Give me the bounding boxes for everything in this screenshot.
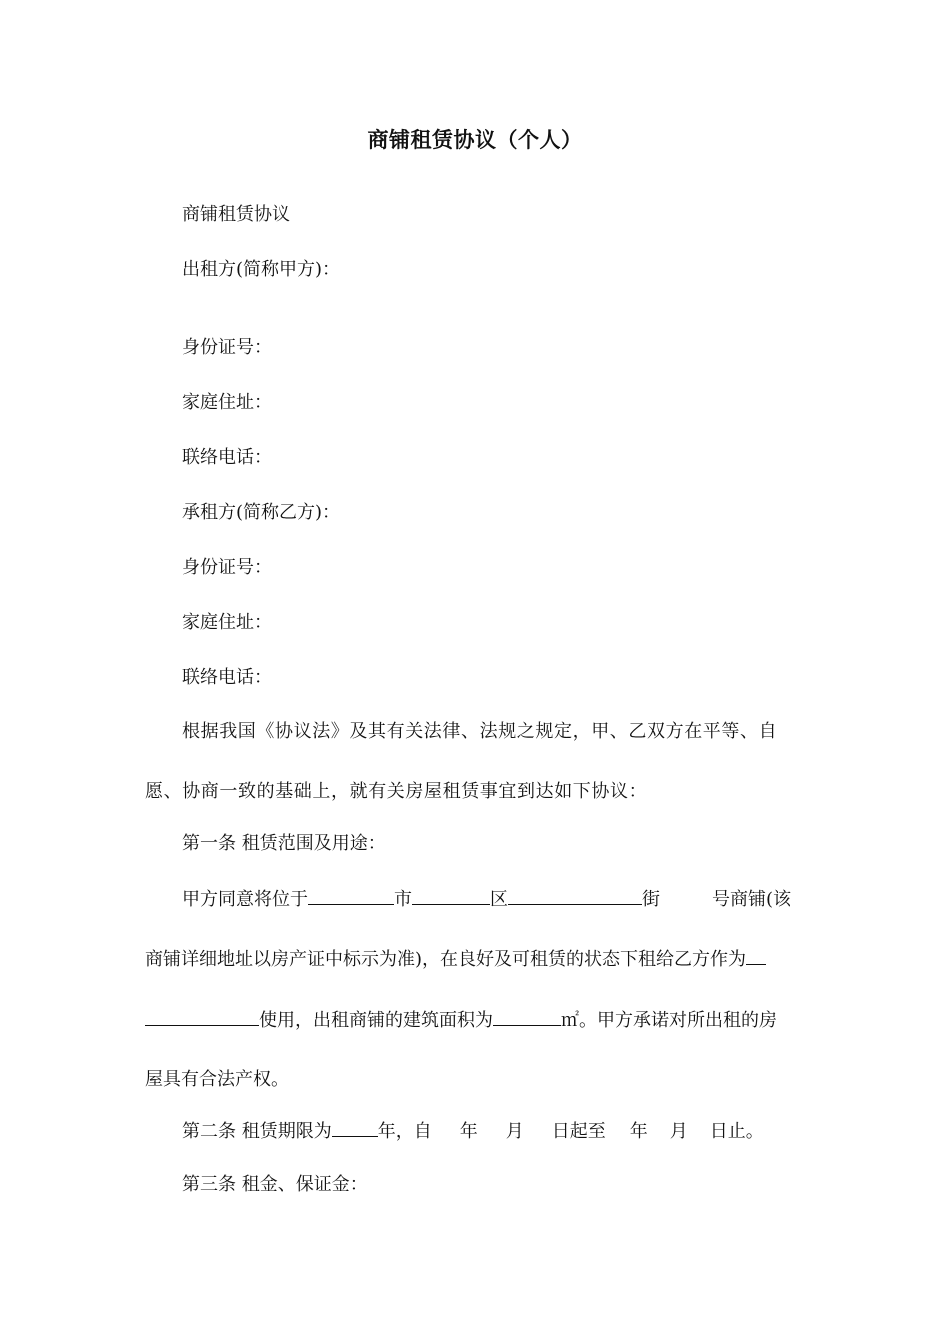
street-blank: [508, 886, 642, 905]
lessee-phone-label: 联络电话：: [182, 667, 272, 688]
city-blank: [308, 886, 394, 905]
article-1-line-2: [145, 946, 766, 972]
article-2-line: [182, 1118, 764, 1144]
article-1-text-p2: 商铺详细地址以房产证中标示为准)，在良好及可租赁的状态下租给乙方作为: [145, 949, 747, 970]
article-2-text-h: 日止。: [709, 1121, 764, 1142]
article-2-text-a: 第二条 租赁期限为: [182, 1121, 332, 1142]
article-2-text-f: 年: [629, 1121, 648, 1142]
article-2-text-d: 月: [505, 1121, 524, 1142]
usage-blank-start: [746, 946, 766, 965]
document-title: 商铺租赁协议（个人）: [367, 127, 583, 152]
lessee-address-label: 家庭住址：: [182, 612, 272, 633]
article-2-text-b: 年，自: [377, 1121, 432, 1142]
article-3-heading: 第三条 租金、保证金：: [182, 1174, 368, 1195]
article-1-text-e: 号商铺(该: [712, 889, 792, 910]
article-2-text-c: 年: [459, 1121, 478, 1142]
article-1-text-p3b: ㎡。甲方承诺对所出租的房: [561, 1010, 777, 1031]
article-2-text-e: 日起至: [551, 1121, 606, 1142]
lessor-label: 出租方(简称甲方)：: [182, 259, 341, 280]
lessor-id-label: 身份证号：: [182, 337, 272, 358]
preamble-line-2: 愿、协商一致的基础上，就有关房屋租赁事宜到达如下协议：: [145, 781, 648, 802]
article-1-heading: 第一条 租赁范围及用途：: [182, 833, 386, 854]
article-1-text-d: 街: [642, 889, 660, 910]
article-1-line-1: [182, 886, 791, 912]
article-1-text-a: 甲方同意将位于: [182, 889, 308, 910]
article-1-line-4: 屋具有合法产权。: [145, 1069, 289, 1090]
district-blank: [412, 886, 490, 905]
article-1-text-p3a: 使用，出租商铺的建筑面积为: [259, 1010, 493, 1031]
article-1-text-c: 区: [490, 889, 508, 910]
agreement-subtitle: 商铺租赁协议: [182, 204, 290, 225]
term-years-blank: [332, 1118, 378, 1137]
lessee-id-label: 身份证号：: [182, 557, 272, 578]
article-1-line-3: [145, 1007, 777, 1033]
area-blank: [493, 1007, 561, 1026]
usage-blank-end: [145, 1007, 259, 1026]
lessee-label: 承租方(简称乙方)：: [182, 502, 341, 523]
lessor-phone-label: 联络电话：: [182, 447, 272, 468]
article-1-text-b: 市: [394, 889, 412, 910]
preamble-line-1: 根据我国《协议法》及其有关法律、法规之规定，甲、乙双方在平等、自: [182, 721, 778, 742]
lessor-address-label: 家庭住址：: [182, 392, 272, 413]
article-2-text-g: 月: [669, 1121, 688, 1142]
